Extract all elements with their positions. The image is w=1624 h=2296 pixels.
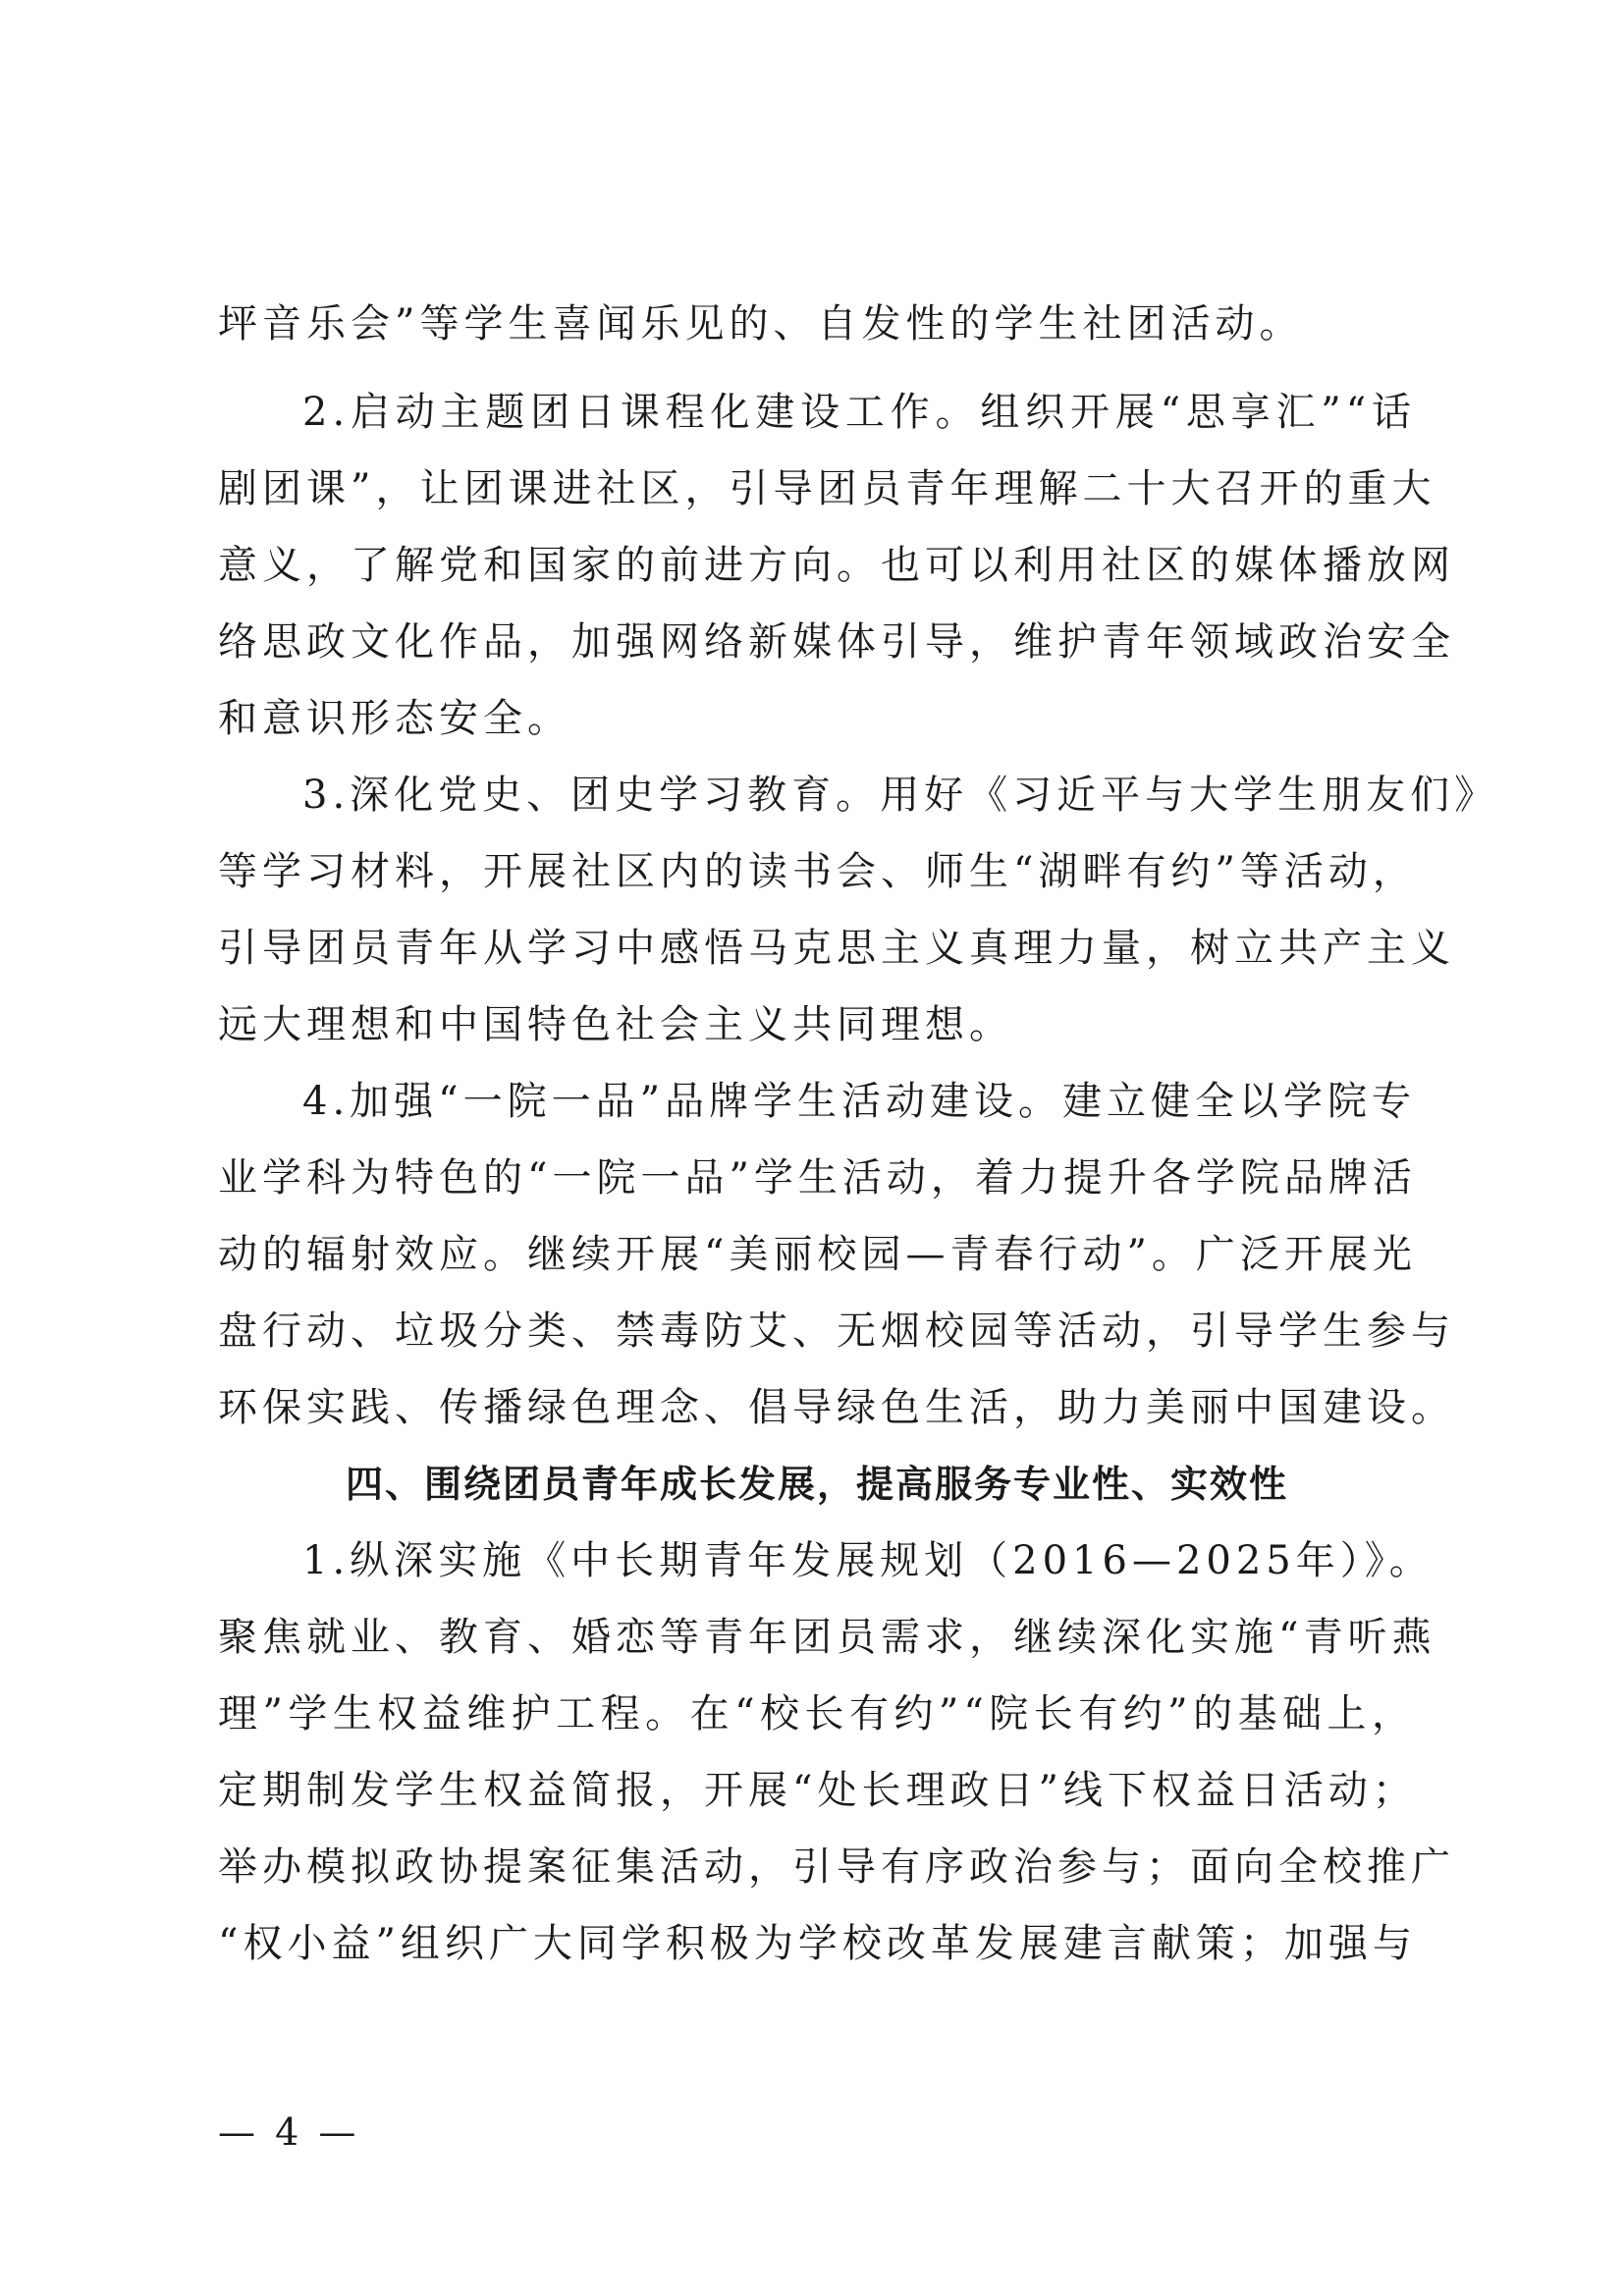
body-line-18: 理”学生权益维护工程。在“校长有约”“院长有约”的基础上， — [218, 1691, 1416, 1736]
body-line-8: 等学习材料，开展社区内的读书会、师生“湖畔有约”等活动， — [218, 849, 1417, 894]
body-line-7: 3.深化党史、团史学习教育。用好《习近平与大学生朋友们》 — [302, 773, 1499, 818]
body-line-1: 坪音乐会”等学生喜闻乐见的、自发性的学生社团活动。 — [218, 301, 1304, 347]
body-line-21: “权小益”组织广大同学积极为学校改革发展建言献策；加强与 — [218, 1921, 1417, 1966]
section-heading: 四、围绕团员青年成长发展，提高服务专业性、实效性 — [345, 1463, 1288, 1506]
body-line-16: 1.纵深实施《中长期青年发展规划（2016—2025年）》。 — [302, 1538, 1434, 1583]
body-line-19: 定期制发学生权益简报，开展“处长理政日”线下权益日活动； — [218, 1768, 1417, 1813]
body-line-11: 4.加强“一院一品”品牌学生活动建设。建立健全以学院专 — [302, 1079, 1417, 1124]
body-line-2: 2.启动主题团日课程化建设工作。组织开展“思享汇”“话 — [302, 390, 1416, 435]
body-line-14: 盘行动、垃圾分类、禁毒防艾、无烟校园等活动，引导学生参与 — [218, 1308, 1455, 1354]
body-line-17: 聚焦就业、教育、婚恋等青年团员需求，继续深化实施“青听燕 — [218, 1615, 1436, 1660]
body-line-4: 意义，了解党和国家的前进方向。也可以利用社区的媒体播放网 — [218, 543, 1455, 588]
body-line-12: 业学科为特色的“一院一品”学生活动，着力提升各学院品牌活 — [218, 1155, 1417, 1201]
body-line-6: 和意识形态安全。 — [218, 696, 571, 741]
page-number: — 4 — — [218, 2110, 360, 2154]
body-line-13: 动的辐射效应。继续开展“美丽校园—青春行动”。广泛开展光 — [218, 1232, 1417, 1277]
body-line-15: 环保实践、传播绿色理念、倡导绿色生活，助力美丽中国建设。 — [218, 1385, 1455, 1430]
body-line-10: 远大理想和中国特色社会主义共同理想。 — [218, 1002, 1013, 1047]
body-line-3: 剧团课”，让团课进社区，引导团员青年理解二十大召开的重大 — [218, 466, 1436, 511]
body-line-20: 举办模拟政协提案征集活动，引导有序政治参与；面向全校推广 — [218, 1844, 1455, 1890]
body-line-9: 引导团员青年从学习中感悟马克思主义真理力量，树立共产主义 — [218, 926, 1455, 971]
body-line-5: 络思政文化作品，加强网络新媒体引导，维护青年领域政治安全 — [218, 619, 1455, 665]
